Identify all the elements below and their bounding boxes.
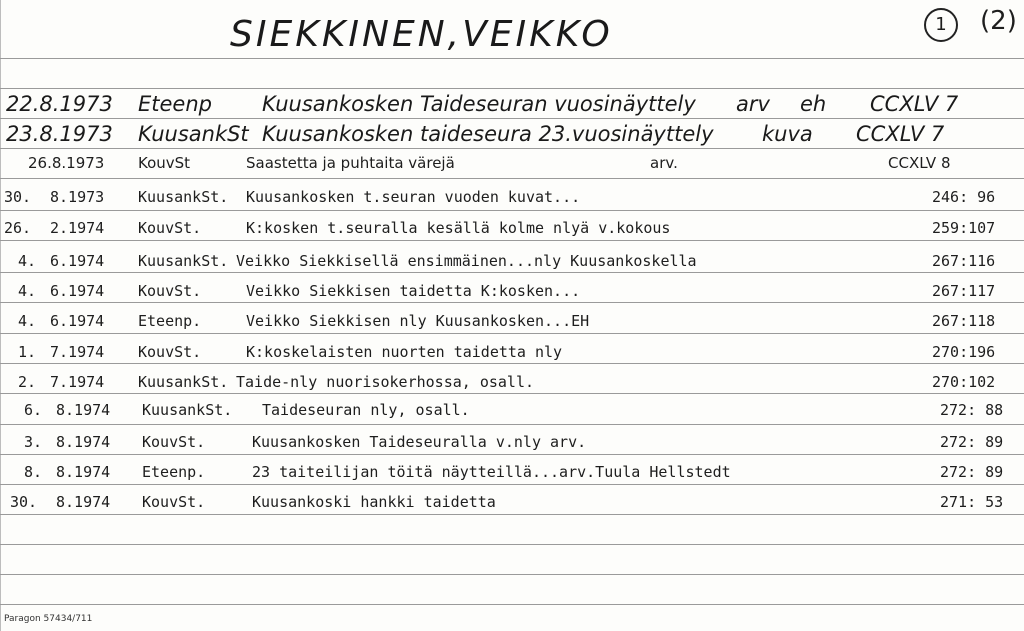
rule: [0, 604, 1024, 605]
rule: [0, 148, 1024, 149]
entry-note: arv: [736, 92, 770, 116]
entry-date: 7.1974: [50, 373, 105, 391]
entry-source: Eteenp.: [142, 463, 206, 481]
entry-source: KuusankSt.: [138, 188, 229, 206]
entry-date: 8.1974: [56, 401, 111, 419]
entry-text: Kuusankosken taideseura 23.vuosinäyttely: [262, 122, 714, 146]
entry-text: 23 taiteilijan töitä näytteillä...arv.Tuula Hellstedt: [252, 463, 731, 481]
entry-ref: CCXLV 8: [888, 154, 951, 172]
entry-ref: CCXLV 7: [870, 92, 959, 116]
rule: [0, 118, 1024, 119]
entry-text: Kuusankosken Taideseuran vuosinäyttely: [262, 92, 696, 116]
entry-ref: CCXLV 7: [856, 122, 945, 146]
entry-ref: 259:107: [932, 219, 996, 237]
rule: [0, 178, 1024, 179]
entry-date: 6.1974: [50, 282, 105, 300]
rule: [0, 58, 1024, 59]
entry-ref: 272: 89: [940, 463, 1004, 481]
entry-ref: 270:196: [932, 343, 996, 361]
rule: [0, 210, 1024, 211]
entry-ref: 272: 88: [940, 401, 1004, 419]
entry-date: 23.8.1973: [6, 122, 113, 146]
entry-ref: 267:117: [932, 282, 996, 300]
entry-source: KuusankSt.: [138, 252, 229, 270]
entry-source: KouvSt.: [138, 282, 202, 300]
entry-date: 8.1973: [50, 188, 105, 206]
card-number-parenthesized: (2): [980, 6, 1017, 36]
rule: [0, 272, 1024, 273]
entry-text: Veikko Siekkisen taidetta K:kosken...: [246, 282, 581, 300]
entry-date: 8.1974: [56, 463, 111, 481]
entry-date: 6.1974: [50, 252, 105, 270]
entry-ref: 270:102: [932, 373, 996, 391]
entry-text: K:kosken t.seuralla kesällä kolme nlyä v.kokous: [246, 219, 671, 237]
entry-source: Eteenp: [138, 92, 212, 116]
entry-source: KouvSt.: [138, 219, 202, 237]
card-number-circled: 1: [924, 8, 958, 42]
rule: [0, 333, 1024, 334]
entry-date: 7.1974: [50, 343, 105, 361]
entry-text: K:koskelaisten nuorten taidetta nly: [246, 343, 563, 361]
entry-day: 2.: [18, 373, 37, 391]
handwritten-entry: [0, 92, 1024, 118]
card-title: SIEKKINEN,VEIKKO: [230, 14, 613, 55]
entry-day: 4.: [18, 282, 37, 300]
entry-day: 30.: [10, 493, 38, 511]
entry-date: 8.1974: [56, 493, 111, 511]
entry-ref: 267:116: [932, 252, 996, 270]
entry-date: 26.8.1973: [28, 154, 105, 172]
rule: [0, 484, 1024, 485]
entry-extra: eh: [800, 92, 827, 116]
entry-note: arv.: [650, 154, 678, 172]
entry-day: 26.: [4, 219, 32, 237]
entry-text: Kuusankoski hankki taidetta: [252, 493, 496, 511]
entry-day: 4.: [18, 312, 37, 330]
entry-source: KuusankSt.: [138, 373, 229, 391]
entry-source: KuusankSt.: [142, 401, 233, 419]
typed-entry: [0, 154, 1024, 174]
rule: [0, 514, 1024, 515]
entry-day: 3.: [24, 433, 43, 451]
printer-imprint: Paragon 57434/711: [4, 614, 93, 624]
entry-date: 6.1974: [50, 312, 105, 330]
entry-text: Kuusankosken t.seuran vuoden kuvat...: [246, 188, 581, 206]
rule: [0, 454, 1024, 455]
rule: [0, 302, 1024, 303]
rule: [0, 544, 1024, 545]
entry-text: Kuusankosken Taideseuralla v.nly arv.: [252, 433, 587, 451]
entry-text: Saastetta ja puhtaita värejä: [246, 154, 455, 172]
entry-ref: 267:118: [932, 312, 996, 330]
entry-day: 6.: [24, 401, 43, 419]
entry-text: Taideseuran nly, osall.: [262, 401, 470, 419]
handwritten-entry: [0, 122, 1024, 148]
entry-source: KouvSt.: [142, 433, 206, 451]
entry-ref: 272: 89: [940, 433, 1004, 451]
entry-text: Taide-nly nuorisokerhossa, osall.: [236, 373, 535, 391]
rule: [0, 88, 1024, 89]
entry-date: 2.1974: [50, 219, 105, 237]
entry-source: Eteenp.: [138, 312, 202, 330]
entry-ref: 246: 96: [932, 188, 996, 206]
rule: [0, 574, 1024, 575]
entry-source: KouvSt.: [138, 343, 202, 361]
entry-ref: 271: 53: [940, 493, 1004, 511]
rule: [0, 363, 1024, 364]
entry-source: KouvSt: [138, 154, 191, 172]
entry-note: kuva: [762, 122, 813, 146]
entry-date: 8.1974: [56, 433, 111, 451]
entry-date: 22.8.1973: [6, 92, 113, 116]
entry-source: KouvSt.: [142, 493, 206, 511]
entry-text: Veikko Siekkisellä ensimmäinen...nly Kuusankoskella: [236, 252, 697, 270]
entry-day: 8.: [24, 463, 43, 481]
entry-text: Veikko Siekkisen nly Kuusankosken...EH: [246, 312, 590, 330]
entry-day: 30.: [4, 188, 32, 206]
rule: [0, 240, 1024, 241]
entry-day: 4.: [18, 252, 37, 270]
entry-source: KuusankSt: [138, 122, 249, 146]
rule: [0, 393, 1024, 394]
entry-day: 1.: [18, 343, 37, 361]
rule: [0, 424, 1024, 425]
